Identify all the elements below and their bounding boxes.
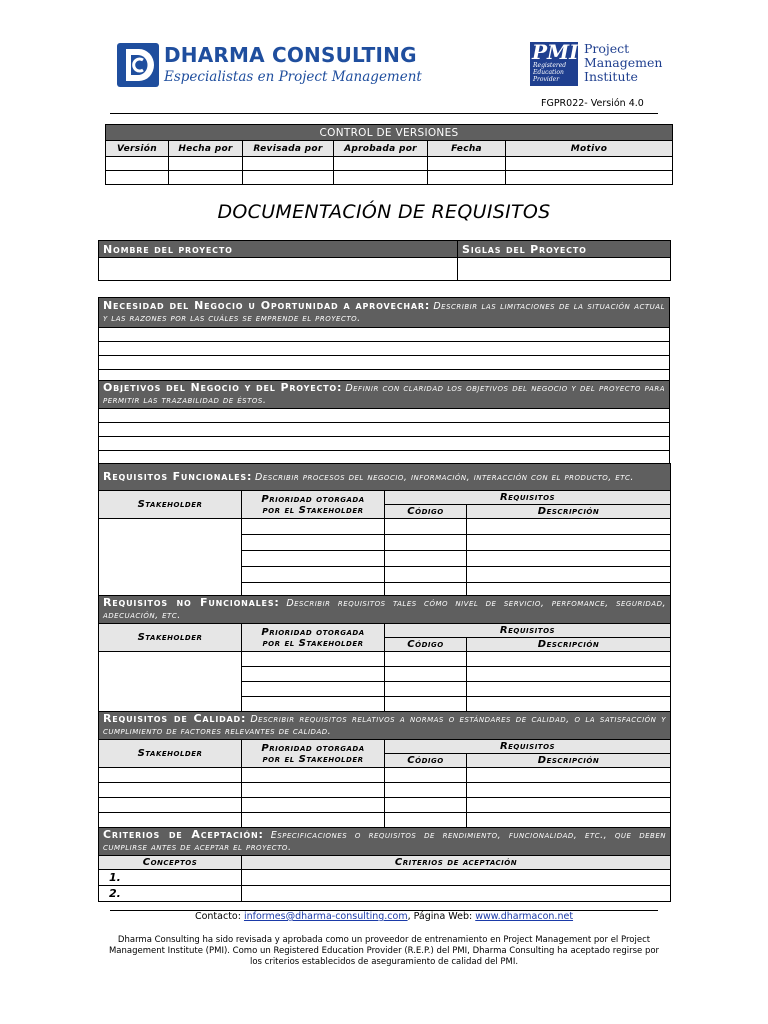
quality-description: Describir requisitos relativos a normas o estándares de calidad, o la satisfacción y cumplimiento de factores relevantes de calidad.: [103, 714, 666, 737]
col-code: Código: [385, 505, 467, 519]
company-name: DHARMA CONSULTING: [164, 43, 417, 67]
cell-input[interactable]: [242, 783, 385, 798]
contact-line: [0, 911, 768, 922]
header-divider: [110, 113, 658, 114]
non-functional-description: Describir requisitos tales cómo nivel de servicio, perfomance, seguridad, adecuación, etc.: [103, 598, 666, 621]
acceptance-criteria-table: [98, 827, 671, 902]
col-requirements: Requisitos: [385, 740, 671, 754]
cell-input[interactable]: [242, 682, 385, 697]
cell-input[interactable]: [243, 171, 334, 185]
cell-input[interactable]: [467, 667, 671, 682]
col-requirements: Requisitos: [385, 624, 671, 638]
functional-description: Describir procesos del negocio, información, interacción con el producto, etc.: [255, 471, 634, 483]
cell-input[interactable]: [385, 813, 467, 828]
cell-input[interactable]: [467, 783, 671, 798]
cell-input[interactable]: [385, 551, 467, 567]
business-need-table: [98, 297, 670, 384]
cell-input[interactable]: [99, 813, 242, 828]
text-line[interactable]: [99, 409, 670, 423]
col-priority: [242, 740, 385, 768]
table-row: [99, 870, 671, 886]
cell-input[interactable]: [334, 171, 428, 185]
col-priority: [242, 624, 385, 652]
objectives-table: [98, 380, 670, 465]
cell-input[interactable]: [385, 798, 467, 813]
cell-input[interactable]: [106, 171, 169, 185]
version-control-title: CONTROL DE VERSIONES: [106, 125, 673, 141]
cell-input[interactable]: [467, 768, 671, 783]
table-row: [99, 652, 671, 667]
cell-input[interactable]: [242, 567, 385, 583]
cell-input[interactable]: [242, 667, 385, 682]
cell-input[interactable]: [242, 697, 385, 712]
col-code: Código: [385, 638, 467, 652]
cell-input[interactable]: [385, 667, 467, 682]
disclaimer: Dharma Consulting ha sido revisada y aprobada como un proveedor de entrenamiento en Project Management por el Project Management Institute (PMI). Como un Registered Education Provider (R.E.P.) del PMI, Dharma Consulting ha aceptado regirse por los criterios establecidos de aseguramiento de calidad del PMI.: [108, 935, 660, 967]
table-row: [106, 171, 673, 185]
cell-input[interactable]: [169, 171, 243, 185]
col-stakeholder: Stakeholder: [99, 491, 242, 519]
quality-label: Requisitos de Calidad:: [103, 712, 247, 725]
page-title: DOCUMENTACIÓN DE REQUISITOS: [217, 201, 551, 223]
col-description: Descripción: [467, 505, 671, 519]
cell-input[interactable]: [106, 157, 169, 171]
cell-input[interactable]: [467, 798, 671, 813]
text-line[interactable]: [99, 356, 670, 370]
cell-input[interactable]: [385, 697, 467, 712]
functional-header: [99, 464, 671, 491]
cell-input[interactable]: [385, 519, 467, 535]
cell-input[interactable]: [385, 567, 467, 583]
col-code: Código: [385, 754, 467, 768]
table-row: [99, 519, 671, 535]
project-name-field[interactable]: [99, 258, 458, 281]
col-made-by: Hecha por: [169, 141, 243, 157]
project-acronym-field[interactable]: [458, 258, 671, 281]
pmi-badge-text: Registered Education Provider: [533, 62, 567, 83]
acceptance-header: [99, 828, 671, 856]
cell-input[interactable]: [467, 652, 671, 667]
cell-input[interactable]: [169, 157, 243, 171]
email-link[interactable]: informes@dharma-consulting.com: [243, 911, 408, 922]
cell-input[interactable]: [467, 519, 671, 535]
stakeholder-cell[interactable]: [99, 519, 242, 598]
cell-input[interactable]: [242, 519, 385, 535]
document-code: FGPR022- Versión 4.0: [541, 98, 644, 109]
table-row: [99, 886, 671, 902]
col-requirements: Requisitos: [385, 491, 671, 505]
cell-input[interactable]: [334, 157, 428, 171]
concept-number: 2.: [99, 886, 242, 902]
quality-header: [99, 712, 671, 740]
project-acronym-label: Siglas del Proyecto: [458, 241, 671, 258]
cell-input[interactable]: [385, 768, 467, 783]
cell-input[interactable]: [242, 886, 671, 902]
table-row: [99, 813, 671, 828]
text-line[interactable]: [99, 423, 670, 437]
company-tagline: Especialistas en Project Management: [164, 69, 422, 85]
cell-input[interactable]: [99, 768, 242, 783]
cell-input[interactable]: [385, 783, 467, 798]
col-priority: [242, 491, 385, 519]
table-row: [99, 768, 671, 783]
cell-input[interactable]: [99, 783, 242, 798]
col-stakeholder: Stakeholder: [99, 624, 242, 652]
col-description: Descripción: [467, 638, 671, 652]
text-line[interactable]: [99, 342, 670, 356]
priority-line1: Prioridad otorgada: [261, 626, 365, 638]
col-stakeholder: Stakeholder: [99, 740, 242, 768]
priority-line1: Prioridad otorgada: [261, 742, 365, 754]
cell-input[interactable]: [385, 535, 467, 551]
cell-input[interactable]: [428, 171, 506, 185]
cell-input[interactable]: [242, 535, 385, 551]
pmi-name: Project Managemen Institute: [584, 41, 663, 84]
col-description: Descripción: [467, 754, 671, 768]
priority-line2: por el Stakeholder: [262, 637, 364, 649]
cell-input[interactable]: [467, 813, 671, 828]
web-link[interactable]: www.dharmacon.net: [475, 911, 574, 922]
cell-input[interactable]: [467, 682, 671, 697]
concept-number: 1.: [99, 870, 242, 886]
cell-input[interactable]: [242, 813, 385, 828]
table-row: [99, 798, 671, 813]
col-reason: Motivo: [506, 141, 673, 157]
pmi-badge-icon: [530, 42, 578, 86]
cell-input[interactable]: [385, 652, 467, 667]
table-row: [99, 783, 671, 798]
text-line[interactable]: [99, 437, 670, 451]
cell-input[interactable]: [467, 697, 671, 712]
cell-input[interactable]: [243, 157, 334, 171]
cell-input[interactable]: [467, 551, 671, 567]
priority-line2: por el Stakeholder: [262, 753, 364, 765]
functional-label: Requisitos Funcionales:: [103, 469, 253, 483]
dharma-logo-icon: [117, 43, 159, 87]
pmi-logo: [530, 40, 663, 90]
cell-input[interactable]: [467, 535, 671, 551]
stakeholder-cell[interactable]: [99, 652, 242, 712]
text-line[interactable]: [99, 328, 670, 342]
quality-requirements-table: [98, 711, 671, 828]
cell-input[interactable]: [506, 157, 673, 171]
objectives-label: Objetivos del Negocio y del Proyecto:: [103, 381, 343, 394]
functional-requirements-table: [98, 463, 671, 598]
cell-input[interactable]: [242, 798, 385, 813]
cell-input[interactable]: [242, 870, 671, 886]
acceptance-description: Especificaciones o requisitos de rendimiento, funcionalidad, etc., que deben cumplirse antes de aceptar el proyecto.: [103, 830, 666, 853]
priority-line1: Prioridad otorgada: [261, 493, 365, 505]
table-row: [106, 157, 673, 171]
objectives-description: Definir con claridad los objetivos del negocio y del proyecto para permitir las trazabilidad de éstos.: [103, 383, 665, 406]
cell-input[interactable]: [242, 652, 385, 667]
cell-input[interactable]: [428, 157, 506, 171]
objectives-header: [99, 381, 670, 409]
acceptance-label: Criterios de Aceptación:: [103, 828, 264, 841]
contact-label: Contacto:: [194, 911, 241, 922]
cell-input[interactable]: [242, 551, 385, 567]
cell-input[interactable]: [99, 798, 242, 813]
cell-input[interactable]: [242, 768, 385, 783]
project-name-label: Nombre del proyecto: [99, 241, 458, 258]
dharma-consulting-logo: [117, 43, 422, 93]
non-functional-header: [99, 596, 671, 624]
non-functional-requirements-table: [98, 595, 671, 712]
cell-input[interactable]: [506, 171, 673, 185]
col-version: Versión: [106, 141, 169, 157]
non-functional-label: Requisitos no Funcionales:: [103, 596, 280, 609]
version-control-table: [105, 124, 673, 185]
cell-input[interactable]: [385, 682, 467, 697]
cell-input[interactable]: [467, 567, 671, 583]
pmi-letters: PMI: [532, 40, 579, 64]
priority-line2: por el Stakeholder: [262, 504, 364, 516]
business-need-description: Describir las limitaciones de la situación actual y las razones por las cuáles se emprende el proyecto.: [103, 301, 665, 324]
col-reviewed-by: Revisada por: [243, 141, 334, 157]
col-concepts: Conceptos: [99, 856, 242, 870]
business-need-label: Necesidad del Negocio u Oportunidad a aprovechar:: [103, 299, 431, 312]
project-table: [98, 240, 671, 281]
web-label: , Página Web:: [407, 911, 473, 922]
col-criteria: Criterios de aceptación: [242, 856, 671, 870]
col-date: Fecha: [428, 141, 506, 157]
business-need-header: [99, 298, 670, 328]
col-approved-by: Aprobada por: [334, 141, 428, 157]
